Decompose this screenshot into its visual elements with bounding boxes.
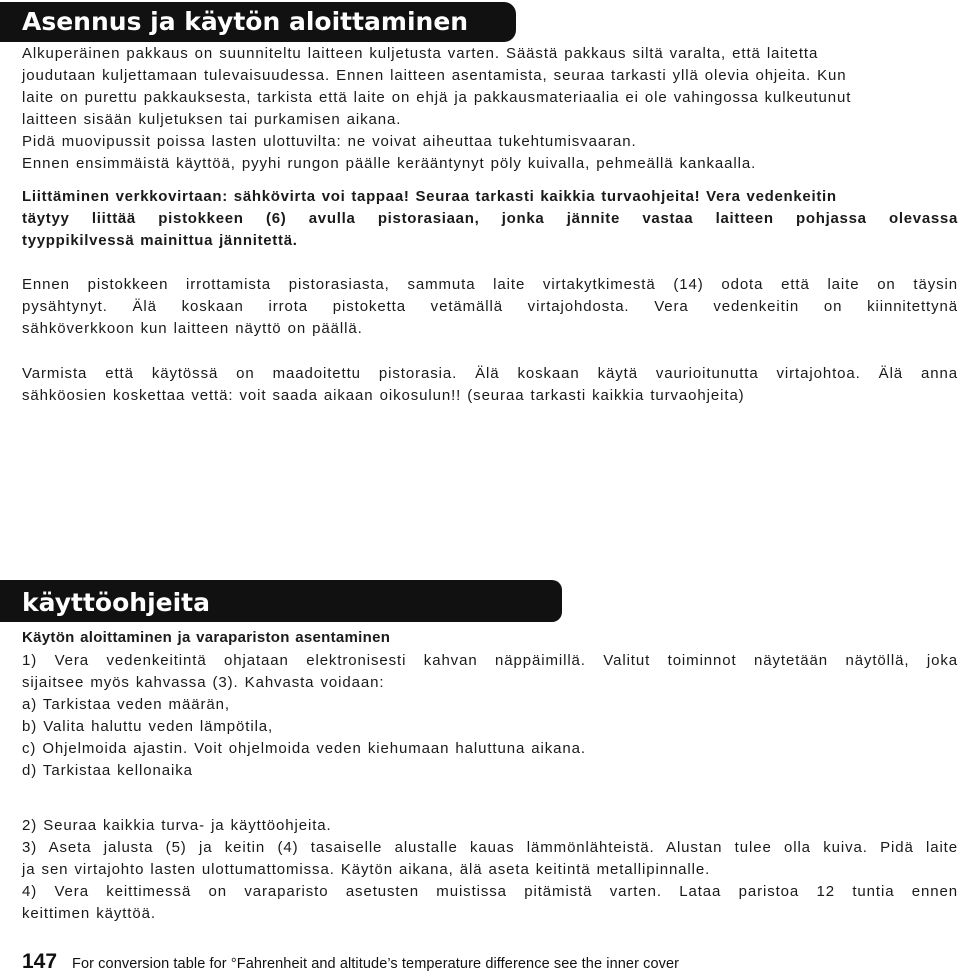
- warning-line: Liittäminen verkkovirtaan: sähkövirta voi tappaa! Seuraa tarkasti kaikkia turvaohjeita! Vera vedenkeitin: [22, 188, 837, 205]
- paragraph-line: Pidä muovipussit poissa lasten ulottuvilta: ne voivat aiheuttaa tukehtumisvaaran.: [22, 133, 637, 150]
- paragraph-line: Ennen ensimmäistä käyttöä, pyyhi rungon päälle kerääntynyt pöly kuivalla, pehmeällä kankaalla.: [22, 155, 757, 172]
- paragraph-line: joudutaan kuljettamaan tulevaisuudessa. Ennen laitteen asentamista, seuraa tarkasti yllä olevia ohjeita. Kun: [22, 67, 847, 84]
- step-line: 4) Vera keittimessä on varaparisto asetusten muistissa pitämistä varten. Lataa paristoa 12 tuntia ennen: [22, 883, 958, 900]
- step-line: keittimen käyttöä.: [22, 905, 156, 922]
- subsection-title: Käytön aloittaminen ja varapariston asentaminen: [22, 629, 391, 646]
- instruction-line: b) Valita haluttu veden lämpötila,: [22, 718, 274, 735]
- section-title-installation: Asennus ja käytön aloittaminen: [0, 2, 516, 42]
- instruction-line: d) Tarkistaa kellonaika: [22, 762, 193, 779]
- unplug-line: pysähtynyt. Älä koskaan irrota pistoketta vetämällä virtajohdosta. Vera vedenkeitin on kiinnitettynä: [22, 298, 958, 315]
- warning-line: tyyppikilvessä mainittua jännitettä.: [22, 232, 298, 249]
- unplug-line: sähköverkkoon kun laitteen näyttö on päällä.: [22, 320, 363, 337]
- step-line: ja sen virtajohto lasten ulottumattomissa. Käytön aikana, älä aseta keitintä metallipinnalle.: [22, 861, 711, 878]
- paragraph-line: laitteen sisään kuljetuksen tai purkamisen aikana.: [22, 111, 402, 128]
- ground-line: Varmista että käytössä on maadoitettu pistorasia. Älä koskaan käytä vaurioitunutta virtajohtoa. Älä anna: [22, 365, 958, 382]
- ground-line: sähköosien koskettaa vettä: voit saada aikaan oikosulun!! (seuraa tarkasti kaikkia turvaohjeita): [22, 387, 745, 404]
- instruction-line: c) Ohjelmoida ajastin. Voit ohjelmoida veden kiehumaan haluttuna aikana.: [22, 740, 586, 757]
- section-title-instructions: käyttöohjeita: [0, 580, 562, 622]
- instruction-line: 1) Vera vedenkeitintä ohjataan elektronisesti kahvan näppäimillä. Valitut toiminnot näytetään näytöllä, joka: [22, 652, 958, 669]
- instruction-line: a) Tarkistaa veden määrän,: [22, 696, 230, 713]
- unplug-line: Ennen pistokkeen irrottamista pistorasiasta, sammuta laite virtakytkimestä (14) odota että laite on täysin: [22, 276, 958, 293]
- paragraph-line: Alkuperäinen pakkaus on suunniteltu laitteen kuljetusta varten. Säästä pakkaus siltä varalta, että laitetta: [22, 45, 819, 62]
- warning-line: täytyy liittää pistokkeen (6) avulla pistorasiaan, jonka jännite vastaa laitteen pohjassa olevassa: [22, 210, 958, 227]
- step-line: 2) Seuraa kaikkia turva- ja käyttöohjeita.: [22, 817, 332, 834]
- step-line: 3) Aseta jalusta (5) ja keitin (4) tasaiselle alustalle kauas lämmönlähteistä. Alustan tulee olla kuiva. Pidä laite: [22, 839, 958, 856]
- footer-note: For conversion table for °Fahrenheit and altitude’s temperature difference see the inner cover: [72, 956, 680, 972]
- instruction-line: sijaitsee myös kahvassa (3). Kahvasta voidaan:: [22, 674, 385, 691]
- paragraph-line: laite on purettu pakkauksesta, tarkista että laite on ehjä ja pakkausmateriaalia ei ole vahingossa kulkeutunut: [22, 89, 852, 106]
- page-number: 147: [22, 950, 58, 973]
